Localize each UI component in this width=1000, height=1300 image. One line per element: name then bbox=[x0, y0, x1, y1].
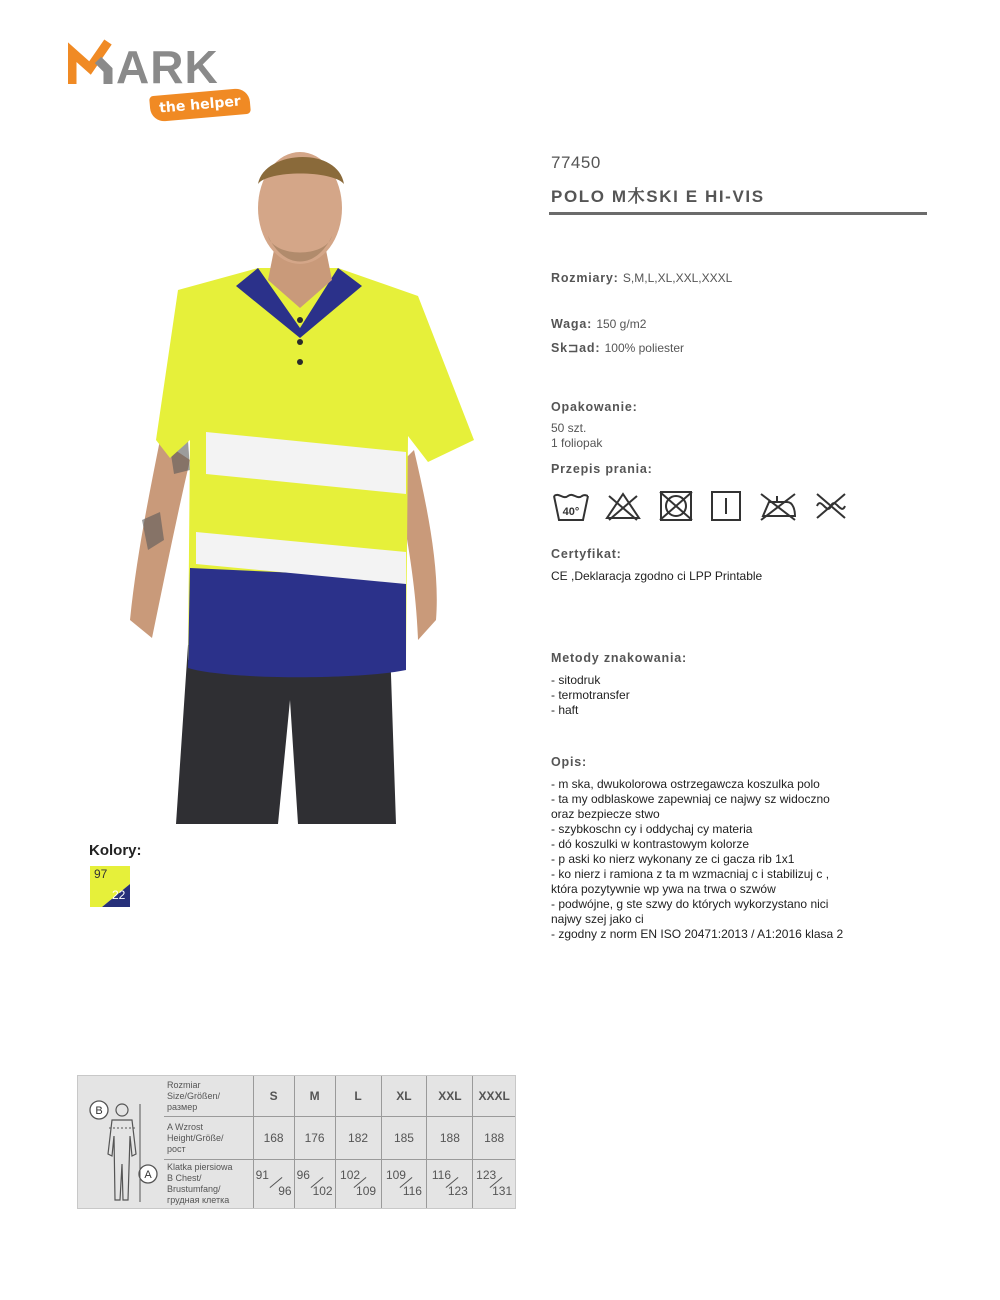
size-table bbox=[77, 1075, 516, 1209]
chest-cell: 91 96 bbox=[253, 1160, 294, 1209]
iron-low-icon bbox=[708, 488, 744, 524]
list-item: - sitodruk bbox=[551, 673, 601, 687]
size-col: XL bbox=[381, 1076, 427, 1117]
washing-label: Przepis prania: bbox=[551, 462, 653, 476]
swatch-code-yellow: 97 bbox=[94, 867, 108, 881]
wash-40-icon bbox=[551, 488, 591, 524]
size-col: L bbox=[335, 1076, 381, 1117]
color-swatch bbox=[90, 866, 130, 907]
no-bleach-icon bbox=[603, 488, 643, 524]
packaging-lines bbox=[551, 421, 602, 451]
sizes-value: S,M,L,XL,XXL,XXXL bbox=[622, 271, 733, 285]
care-icons bbox=[551, 488, 859, 529]
table-row bbox=[164, 1160, 515, 1209]
list-item: - termotransfer bbox=[551, 688, 630, 702]
chest-cell: 109 116 bbox=[381, 1160, 427, 1209]
product-title: POLO M木SKI E HI-VIS bbox=[551, 187, 765, 206]
colors-label: Kolory: bbox=[89, 842, 142, 859]
packaging-line: 1 foliopak bbox=[551, 436, 603, 450]
composition-row bbox=[551, 340, 684, 355]
brand-logo bbox=[68, 34, 253, 124]
no-dry-clean-icon bbox=[757, 488, 799, 524]
svg-text:40°: 40° bbox=[562, 506, 580, 518]
list-item: - ko nierz i ramiona z ta m wzmacniaj c i stabilizuj c , bbox=[551, 867, 830, 881]
size-col: S bbox=[253, 1076, 294, 1117]
list-item: oraz bezpiecze stwo bbox=[551, 807, 660, 821]
chest-cell: 96 102 bbox=[294, 1160, 335, 1209]
list-item: - ta my odblaskowe zapewniaj ce najwy sz widoczno bbox=[551, 792, 830, 806]
marker-a: A bbox=[144, 1169, 152, 1181]
description-label: Opis: bbox=[551, 755, 587, 769]
weight-label: Waga: bbox=[551, 317, 593, 331]
product-code: 77450 bbox=[551, 153, 601, 172]
body-figure-icon bbox=[78, 1076, 164, 1208]
logo-wordmark bbox=[68, 41, 219, 93]
sizes-row bbox=[551, 271, 732, 285]
swatch-code-navy: 22 bbox=[112, 888, 126, 902]
chest-label: Klatka piersiowa B Chest/ Brustumfang/ грудная клетка bbox=[164, 1160, 253, 1209]
list-item: która pozytywnie wp ywa na trwa o szwów bbox=[551, 882, 776, 896]
description-list bbox=[551, 777, 881, 942]
marking-label: Metody znakowania: bbox=[551, 651, 687, 665]
certificate-value: CE ,Deklaracja zgodno ci LPP Printable bbox=[551, 569, 763, 583]
size-col: XXL bbox=[427, 1076, 473, 1117]
no-wring-icon bbox=[811, 488, 851, 524]
list-item: - haft bbox=[551, 703, 579, 717]
height-cell: 176 bbox=[294, 1117, 335, 1160]
marker-b: B bbox=[95, 1105, 103, 1117]
packaging-line: 50 szt. bbox=[551, 421, 587, 435]
table-row bbox=[164, 1117, 515, 1160]
list-item: - dó koszulki w kontrastowym kolorze bbox=[551, 837, 750, 851]
size-col: M bbox=[294, 1076, 335, 1117]
chest-cell: 123 131 bbox=[476, 1167, 513, 1198]
packaging-label: Opakowanie: bbox=[551, 400, 638, 414]
height-cell: 185 bbox=[381, 1117, 427, 1160]
product-photo bbox=[118, 140, 480, 824]
size-header-label: Rozmiar Size/Größen/ размер bbox=[164, 1076, 253, 1117]
no-tumble-dry-icon bbox=[656, 488, 696, 524]
weight-value: 150 g/m2 bbox=[596, 317, 647, 331]
list-item: - podwójne, g ste szwy do których wykorzystano nici bbox=[551, 897, 829, 911]
height-cell: 188 bbox=[473, 1117, 515, 1160]
height-label: A Wzrost Height/Größe/ рост bbox=[164, 1117, 253, 1160]
list-item: najwy szej jako ci bbox=[551, 912, 644, 926]
list-item: - p aski ko nierz wykonany ze ci gacza rib 1x1 bbox=[551, 852, 795, 866]
list-item: - m ska, dwukolorowa ostrzegawcza koszulka polo bbox=[551, 777, 820, 791]
certificate-label: Certyfikat: bbox=[551, 547, 622, 561]
logo-tagline: the helper bbox=[149, 88, 251, 123]
marking-list bbox=[551, 673, 630, 718]
size-col: XXXL bbox=[473, 1076, 515, 1117]
chest-cell: 116 123 bbox=[427, 1160, 473, 1209]
weight-row bbox=[551, 317, 646, 331]
height-cell: 168 bbox=[253, 1117, 294, 1160]
list-item: - zgodny z norm EN ISO 20471:2013 / A1:2016 klasa 2 bbox=[551, 927, 844, 941]
composition-value: 100% poliester bbox=[604, 341, 684, 355]
chest-cell: 102 109 bbox=[335, 1160, 381, 1209]
title-divider bbox=[549, 212, 927, 215]
sizes-label: Rozmiary: bbox=[551, 271, 619, 285]
logo-text-rest: ARK bbox=[116, 41, 219, 93]
size-grid bbox=[164, 1076, 515, 1208]
composition-label: Sk⊐ad: bbox=[551, 341, 601, 355]
height-cell: 188 bbox=[427, 1117, 473, 1160]
height-cell: 182 bbox=[335, 1117, 381, 1160]
list-item: - szybkoschn cy i oddychaj cy materia bbox=[551, 822, 753, 836]
